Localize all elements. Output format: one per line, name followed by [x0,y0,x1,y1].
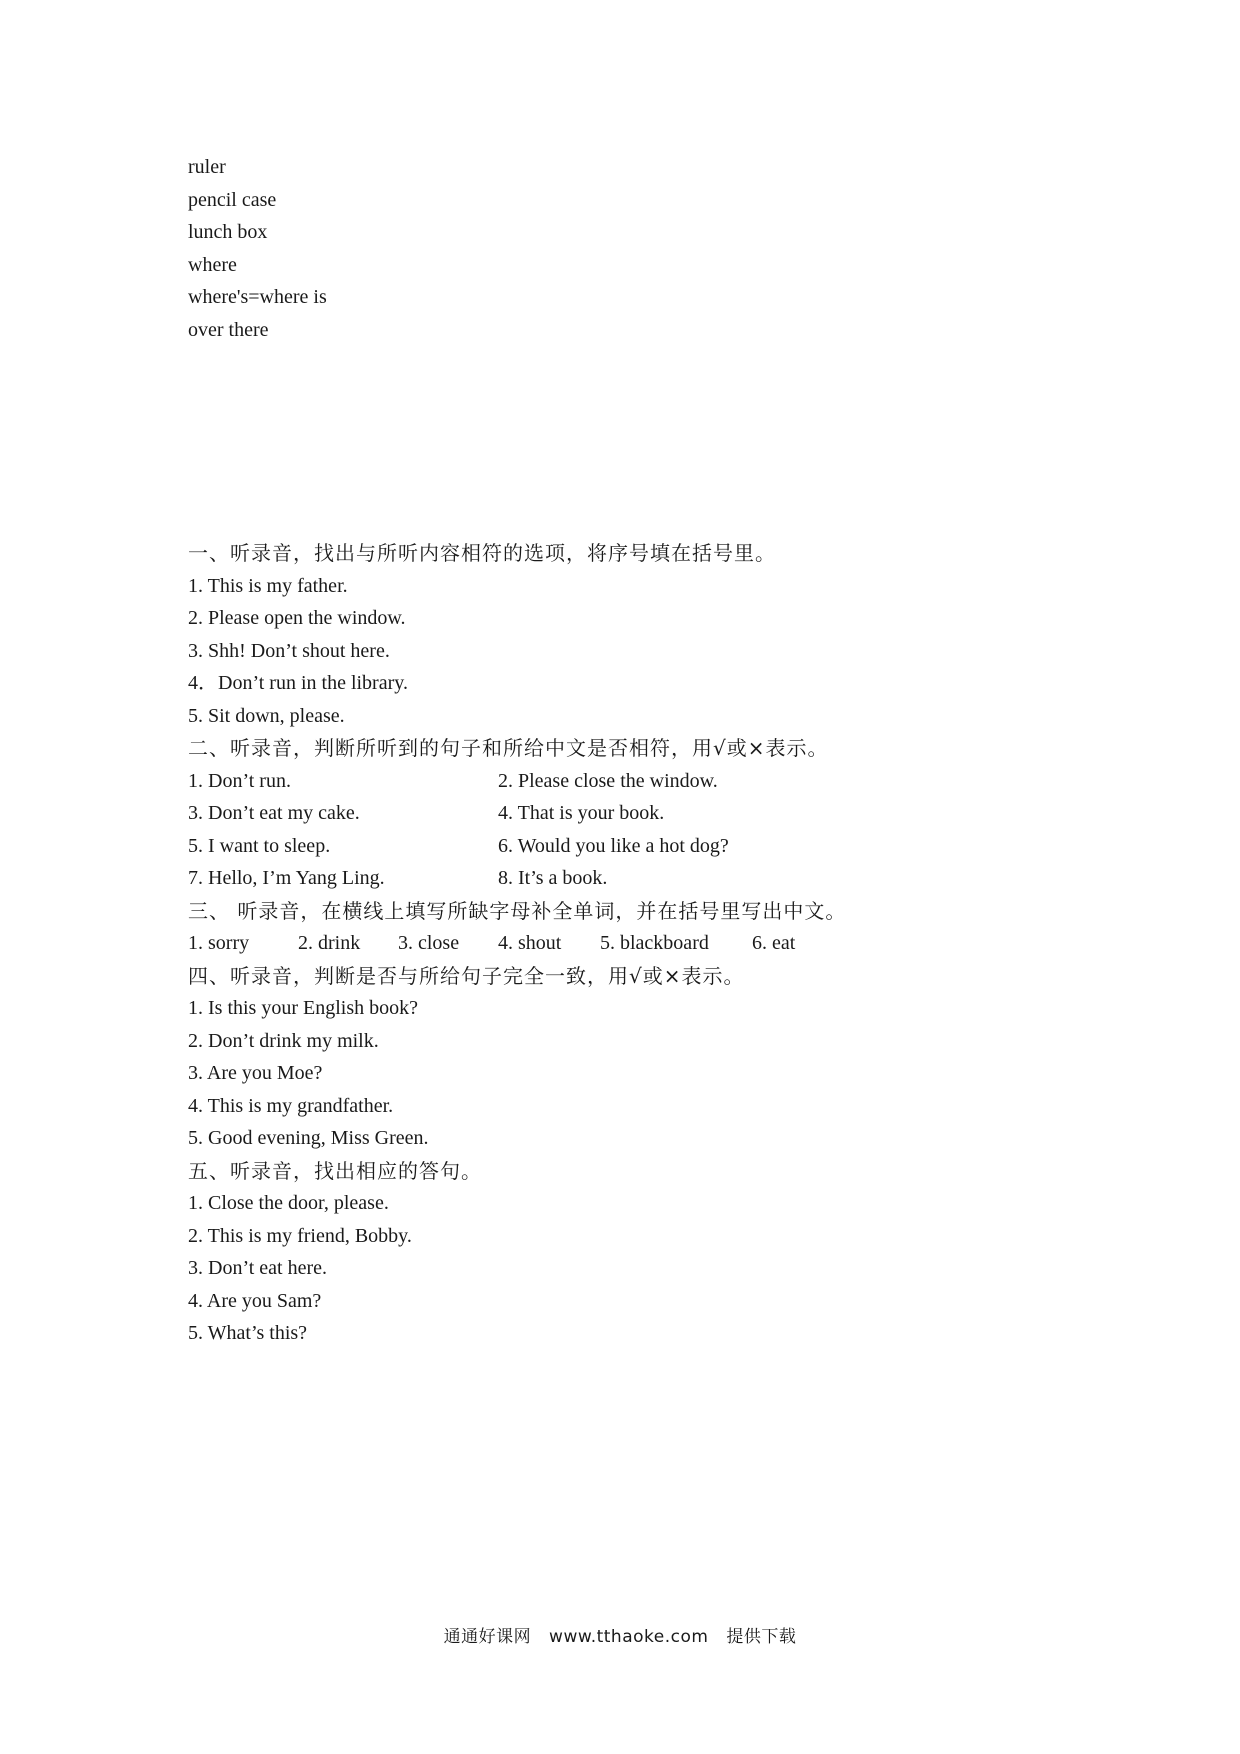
word-item: 2. drink [298,932,361,954]
word-item: 6. eat [752,932,796,954]
list-item: 7. Hello, I’m Yang Ling. [188,867,385,889]
section-5 [188,1155,846,1350]
section-heading: 四、听录音，判断是否与所给句子完全一致，用√或×表示。 [188,963,745,988]
list-item: 4. This is my grandfather. [188,1094,394,1117]
vocab-item: over there [188,318,269,341]
word-item: 4. shout [498,932,562,954]
vocab-item: ruler [188,156,226,178]
list-item: 4．Don’t run in the library. [188,672,408,694]
list-item: 6. Would you like a hot dog? [498,834,729,857]
section-2 [188,732,846,895]
exercise-sections [188,537,846,1350]
list-item: 1. Close the door, please. [188,1192,389,1214]
list-item: 2. Don’t drink my milk. [188,1029,379,1052]
list-item: 5. Sit down, please. [188,704,345,727]
list-item: 2. Please open the window. [188,607,406,629]
list-item: 3. Are you Moe? [188,1062,323,1084]
list-item: 3. Don’t eat here. [188,1257,328,1279]
list-item: 5. What’s this? [188,1322,308,1344]
list-item: 2. Please close the window. [498,769,718,792]
list-row [188,830,846,863]
list-item: 1. Don’t run. [188,769,291,792]
section-heading: 一、听录音，找出与所听内容相符的选项，将序号填在括号里。 [188,541,776,565]
section-4 [188,960,846,1155]
word-item: 5. blackboard [600,932,709,954]
list-item: 4. That is your book. [498,802,665,824]
section-heading: 五、听录音，找出相应的答句。 [188,1158,482,1183]
section-heading: 二、听录音，判断所听到的句子和所给中文是否相符，用√或×表示。 [188,736,829,760]
vocab-item: where's=where is [188,286,327,308]
vocabulary-list [188,151,327,346]
list-item: 3. Don’t eat my cake. [188,802,360,824]
list-item: 1. Is this your English book? [188,997,418,1019]
footer-site-name: 通通好课网 [443,1627,532,1647]
word-item: 3. close [398,932,460,954]
list-item: 1. This is my father. [188,574,348,597]
word-item: 1. sorry [188,932,250,954]
section-1 [188,537,846,732]
vocab-item: where [188,253,237,276]
list-item: 5. Good evening, Miss Green. [188,1127,429,1149]
list-row [188,765,846,798]
list-item: 4. Are you Sam? [188,1289,322,1312]
list-row [188,862,846,895]
footer-suffix: 提供下载 [726,1627,797,1647]
vocab-item: pencil case [188,188,277,211]
list-item: 8. It’s a book. [498,867,608,889]
list-item: 2. This is my friend, Bobby. [188,1224,412,1247]
section-3 [188,895,846,960]
page-footer [0,1622,1240,1647]
list-item: 3. Shh! Don’t shout here. [188,639,390,662]
footer-url: www.tthaoke.com [549,1627,709,1647]
word-row [188,927,846,960]
list-item: 5. I want to sleep. [188,834,331,857]
list-row [188,797,846,830]
section-heading: 三、 听录音，在横线上填写所缺字母补全单词，并在括号里写出中文。 [188,898,847,923]
vocab-item: lunch box [188,221,268,243]
